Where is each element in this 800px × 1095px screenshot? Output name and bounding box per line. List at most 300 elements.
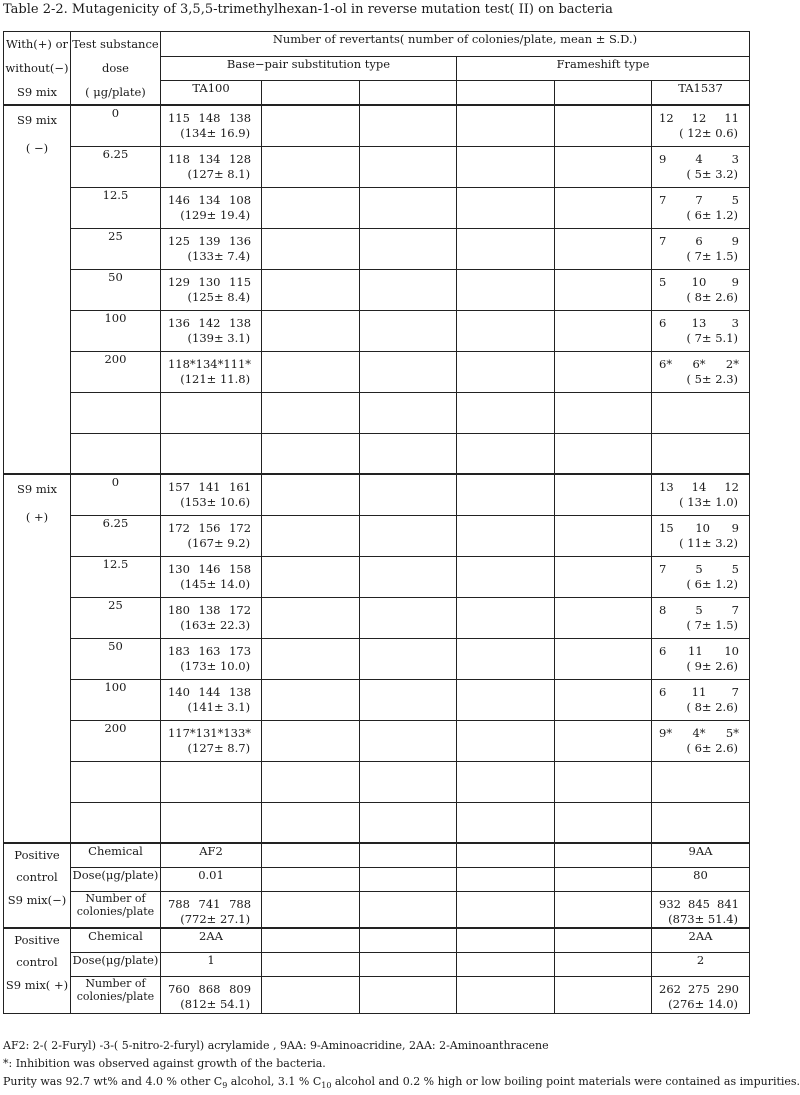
- empty-cell: [554, 679, 651, 720]
- ta1537-values: [652, 146, 750, 187]
- empty-cell: [554, 867, 651, 891]
- table-row: [4, 351, 750, 392]
- dose-label: Dose(μg/plate): [70, 952, 160, 976]
- ta1537-values: [652, 720, 750, 761]
- empty-cell: [554, 952, 651, 976]
- empty-cell: [160, 802, 261, 843]
- ta100-mean: (153± 10.6): [180, 495, 251, 509]
- ta100-plate-1: 129: [167, 274, 190, 289]
- empty-cell: [359, 351, 456, 392]
- ta1537-plate-1: 262: [659, 981, 681, 996]
- dose-label: Dose(μg/plate): [70, 867, 160, 891]
- empty-cell: [262, 928, 359, 952]
- ta1537-mean: ( 12± 0.6): [679, 126, 738, 140]
- empty-cell: [262, 105, 359, 146]
- table-row: [4, 867, 750, 891]
- empty-cell: [262, 597, 359, 638]
- chemical-label: Chemical: [70, 843, 160, 867]
- empty-cell: [554, 310, 651, 351]
- ta100-values: [160, 679, 261, 720]
- empty-cell: [262, 720, 359, 761]
- ta1537-values: [652, 187, 750, 228]
- ta1537-mean: ( 7± 5.1): [686, 330, 738, 345]
- empty-cell: [457, 843, 554, 867]
- empty-cell: [457, 802, 554, 843]
- plus_group-label: S9 mix ( +): [4, 474, 71, 843]
- ta1537-plate-2: 10: [695, 520, 710, 535]
- positive_plus-label: Positive control S9 mix( +): [4, 928, 71, 1013]
- ta1537-plate-3: 2*: [725, 356, 739, 371]
- empty-cell: [359, 802, 456, 843]
- ta1537-plate-2: 11: [688, 643, 703, 658]
- ta1537-dose: 2: [652, 952, 750, 976]
- table-row: [4, 556, 750, 597]
- ta1537-mean: ( 5± 3.2): [686, 166, 738, 181]
- ta1537-plate-1: 6: [659, 315, 667, 330]
- table-row: [4, 228, 750, 269]
- ta100-values: [160, 105, 261, 146]
- empty-cell: [554, 433, 651, 474]
- ta1537-values: [652, 228, 750, 269]
- ta100-mean: (127± 8.1): [187, 166, 251, 181]
- ta100-plate-3: 108: [229, 192, 252, 207]
- ta100-values: [160, 720, 261, 761]
- dose-cell: 50: [70, 269, 160, 310]
- ta100-plate-2: 148: [198, 111, 221, 125]
- ta1537-plate-2: 11: [691, 684, 707, 699]
- ta1537-plate-3: 9: [731, 520, 739, 535]
- ta1537-plate-2: 12: [691, 111, 707, 125]
- table-row: [4, 952, 750, 976]
- ta1537-plate-2: 5: [695, 561, 703, 576]
- chemical-label: Chemical: [70, 928, 160, 952]
- ta100-plate-2: 868: [198, 981, 221, 996]
- empty-cell: [457, 976, 554, 1013]
- ta1537-plate-3: 11: [724, 111, 739, 125]
- ta1537-plate-1: 932: [659, 896, 681, 911]
- empty-cell: [554, 187, 651, 228]
- ta100-plate-1: 180: [167, 602, 190, 617]
- empty-cell: [457, 928, 554, 952]
- ta1537-plate-2: 13: [691, 315, 707, 330]
- ta100-plate-1: 788: [167, 896, 190, 911]
- empty-cell: [554, 928, 651, 952]
- empty-cell: [554, 802, 651, 843]
- revertant-table: [3, 31, 750, 1014]
- empty-cell: [554, 761, 651, 802]
- ta1537-chemical: 2AA: [652, 928, 750, 952]
- footnote-purity: Purity was 92.7 wt% and 4.0 % other $C_9$ alcohol, 3.1 % $C_{10}$ alcohol and 0.2 % high or low boiling point materials were contained as impurities.: [3, 1075, 800, 1091]
- ta100-chemical: 2AA: [160, 928, 261, 952]
- ta100-plate-2: 131*: [195, 725, 224, 740]
- ta1537-mean: ( 9± 2.6): [686, 658, 738, 673]
- ta1537-plate-1: 6: [659, 684, 667, 699]
- ta1537-plate-3: 3: [731, 151, 739, 166]
- ta1537-plate-2: 10: [691, 274, 707, 289]
- ta1537-plate-1: 6*: [659, 356, 673, 371]
- table-title: Table 2-2. Mutagenicity of 3,5,5-trimethylhexan-1-ol in reverse mutation test( II) on bacteria: [3, 2, 613, 17]
- ta100-plate-1: 760: [167, 981, 190, 996]
- empty-cell: [359, 720, 456, 761]
- ta1537-mean: ( 5± 2.3): [686, 371, 738, 386]
- empty-cell: [652, 433, 750, 474]
- empty-cell: [457, 515, 554, 556]
- table-row: [4, 679, 750, 720]
- ta1537-plate-2: 4*: [692, 725, 706, 740]
- empty-cell: [359, 556, 456, 597]
- ta1537-plate-3: 5: [731, 561, 739, 576]
- empty-cell: [457, 556, 554, 597]
- ta1537-plate-2: 14: [691, 480, 707, 494]
- ta1537-plate-3: 3: [731, 315, 739, 330]
- ta100-plate-3: 172: [229, 520, 252, 535]
- ta1537-values: [652, 976, 750, 1013]
- empty-cell: [160, 392, 261, 433]
- empty-cell: [554, 228, 651, 269]
- ta100-values: [160, 474, 261, 515]
- ta1537-plate-2: 275: [688, 981, 710, 996]
- table-row: [4, 843, 750, 867]
- empty-cell: [359, 761, 456, 802]
- ta100-values: [160, 515, 261, 556]
- table-row: [4, 515, 750, 556]
- ta1537-values: [652, 638, 750, 679]
- empty-cell: [262, 802, 359, 843]
- table-row: [4, 146, 750, 187]
- header-empty: [554, 81, 651, 105]
- empty-cell: [70, 392, 160, 433]
- header-with-without: With(+) or without(−) S9 mix: [4, 32, 71, 106]
- ta100-plate-3: 161: [229, 480, 252, 494]
- ta100-plate-3: 809: [229, 981, 252, 996]
- ta1537-plate-1: 5: [659, 274, 667, 289]
- ta100-plate-2: 139: [198, 233, 221, 248]
- empty-cell: [262, 392, 359, 433]
- ta100-mean: (145± 14.0): [180, 576, 251, 591]
- ta100-values: [160, 556, 261, 597]
- header-strain-ta100: TA100: [160, 81, 261, 105]
- ta1537-mean: (873± 51.4): [668, 911, 738, 926]
- table-row: [4, 597, 750, 638]
- empty-cell: [359, 952, 456, 976]
- ta100-mean: (812± 54.1): [180, 996, 251, 1011]
- ta100-mean: (121± 11.8): [180, 371, 251, 386]
- table-row: [4, 105, 750, 146]
- empty-cell: [359, 891, 456, 928]
- ta1537-mean: ( 6± 1.2): [686, 207, 738, 222]
- empty-cell: [70, 802, 160, 843]
- ta1537-plate-2: 6*: [692, 356, 706, 371]
- empty-cell: [457, 228, 554, 269]
- empty-cell: [262, 761, 359, 802]
- ta100-plate-2: 138: [198, 602, 221, 617]
- ta100-values: [160, 638, 261, 679]
- ta1537-values: [652, 597, 750, 638]
- ta100-dose: 0.01: [160, 867, 261, 891]
- ta1537-mean: ( 7± 1.5): [686, 617, 738, 632]
- ta100-mean: (173± 10.0): [180, 658, 251, 673]
- empty-cell: [70, 433, 160, 474]
- ta100-values: [160, 597, 261, 638]
- ta100-plate-3: 138: [229, 315, 252, 330]
- ta1537-values: [652, 679, 750, 720]
- ta100-plate-2: 130: [198, 274, 221, 289]
- ta1537-mean: ( 7± 1.5): [686, 248, 738, 263]
- empty-cell: [160, 433, 261, 474]
- empty-cell: [554, 146, 651, 187]
- empty-cell: [359, 474, 456, 515]
- empty-cell: [262, 891, 359, 928]
- ta100-plate-1: 125: [167, 233, 190, 248]
- ta1537-mean: ( 8± 2.6): [686, 699, 738, 714]
- empty-cell: [160, 761, 261, 802]
- empty-cell: [359, 515, 456, 556]
- ta100-plate-3: 133*: [223, 725, 252, 740]
- empty-cell: [652, 802, 750, 843]
- ta1537-plate-3: 7: [731, 684, 739, 699]
- empty-cell: [457, 867, 554, 891]
- ta1537-values: [652, 556, 750, 597]
- ta1537-plate-1: 7: [659, 233, 667, 248]
- table-row-empty: [4, 433, 750, 474]
- empty-cell: [359, 392, 456, 433]
- empty-cell: [359, 597, 456, 638]
- ta100-plate-1: 115: [167, 111, 190, 125]
- table-row: [4, 928, 750, 952]
- ta100-mean: (133± 7.4): [187, 248, 251, 263]
- header-strain-ta1537: TA1537: [652, 81, 750, 105]
- empty-cell: [457, 269, 554, 310]
- ta100-plate-1: 172: [167, 520, 190, 535]
- empty-cell: [359, 269, 456, 310]
- ta100-dose: 1: [160, 952, 261, 976]
- ta100-plate-2: 741: [198, 896, 221, 911]
- header-frameshift: Frameshift type: [457, 57, 750, 81]
- ta1537-values: [652, 891, 750, 928]
- empty-cell: [359, 638, 456, 679]
- ta100-plate-3: 115: [229, 274, 252, 289]
- dose-cell: 100: [70, 310, 160, 351]
- ta100-plate-2: 146: [198, 561, 221, 576]
- empty-cell: [262, 867, 359, 891]
- dose-cell: 12.5: [70, 556, 160, 597]
- ta100-plate-1: 130: [167, 561, 190, 576]
- empty-cell: [262, 187, 359, 228]
- empty-cell: [457, 105, 554, 146]
- dose-cell: 12.5: [70, 187, 160, 228]
- empty-cell: [457, 720, 554, 761]
- empty-cell: [262, 679, 359, 720]
- empty-cell: [359, 976, 456, 1013]
- ta100-plate-3: 138: [229, 684, 252, 699]
- footnote-inhibition: *: Inhibition was observed against growth of the bacteria.: [3, 1057, 326, 1070]
- ta100-mean: (134± 16.9): [180, 126, 251, 140]
- ta100-plate-1: 117*: [167, 725, 196, 740]
- ta100-plate-2: 156: [198, 520, 221, 535]
- empty-cell: [554, 392, 651, 433]
- ta1537-plate-3: 7: [731, 602, 739, 617]
- ta1537-plate-3: 10: [724, 643, 739, 658]
- ta100-mean: (167± 9.2): [187, 535, 251, 550]
- ta100-values: [160, 351, 261, 392]
- empty-cell: [262, 228, 359, 269]
- minus_group-label: S9 mix ( −): [4, 105, 71, 474]
- table-row: [4, 310, 750, 351]
- ta1537-values: [652, 105, 750, 146]
- empty-cell: [457, 310, 554, 351]
- ta1537-plate-3: 12: [724, 480, 739, 494]
- ta1537-plate-1: 9: [659, 151, 667, 166]
- empty-cell: [70, 761, 160, 802]
- table-row-empty: [4, 761, 750, 802]
- ta1537-plate-1: 7: [659, 192, 667, 207]
- count-label: Number of colonies/plate: [70, 976, 160, 1013]
- ta100-mean: (125± 8.4): [187, 289, 251, 304]
- empty-cell: [262, 556, 359, 597]
- empty-cell: [457, 474, 554, 515]
- ta100-mean: (139± 3.1): [187, 330, 251, 345]
- empty-cell: [554, 638, 651, 679]
- empty-cell: [359, 187, 456, 228]
- ta100-plate-3: 136: [229, 233, 252, 248]
- ta1537-plate-2: 4: [695, 151, 703, 166]
- ta100-plate-2: 141: [198, 480, 221, 494]
- ta1537-plate-1: 13: [659, 480, 674, 494]
- header-test-substance: Test substance dose ( μg/plate): [70, 32, 160, 106]
- ta100-mean: (163± 22.3): [180, 617, 251, 632]
- empty-cell: [652, 761, 750, 802]
- empty-cell: [554, 556, 651, 597]
- ta100-mean: (141± 3.1): [187, 699, 251, 714]
- ta1537-mean: ( 13± 1.0): [679, 495, 738, 509]
- ta100-plate-2: 142: [198, 315, 221, 330]
- empty-cell: [359, 433, 456, 474]
- dose-cell: 0: [70, 105, 160, 146]
- table-row: [4, 187, 750, 228]
- empty-cell: [554, 351, 651, 392]
- ta1537-mean: ( 6± 1.2): [686, 576, 738, 591]
- positive_minus-label: Positive control S9 mix(−): [4, 843, 71, 928]
- ta1537-plate-2: 845: [688, 896, 710, 911]
- empty-cell: [554, 843, 651, 867]
- ta1537-plate-1: 6: [659, 643, 667, 658]
- empty-cell: [359, 228, 456, 269]
- ta1537-mean: (276± 14.0): [668, 996, 738, 1011]
- ta1537-values: [652, 310, 750, 351]
- empty-cell: [554, 720, 651, 761]
- empty-cell: [359, 105, 456, 146]
- ta100-plate-1: 157: [167, 480, 190, 494]
- empty-cell: [554, 891, 651, 928]
- ta100-mean: (772± 27.1): [180, 911, 251, 926]
- empty-cell: [652, 392, 750, 433]
- ta1537-dose: 80: [652, 867, 750, 891]
- empty-cell: [554, 474, 651, 515]
- ta100-plate-1: 146: [167, 192, 190, 207]
- ta100-plate-3: 128: [229, 151, 252, 166]
- dose-cell: 0: [70, 474, 160, 515]
- empty-cell: [262, 638, 359, 679]
- count-label: Number of colonies/plate: [70, 891, 160, 928]
- ta1537-plate-3: 9: [731, 233, 739, 248]
- ta100-plate-2: 134: [198, 192, 221, 207]
- dose-cell: 25: [70, 228, 160, 269]
- empty-cell: [457, 761, 554, 802]
- dose-cell: 100: [70, 679, 160, 720]
- ta1537-values: [652, 515, 750, 556]
- ta100-values: [160, 891, 261, 928]
- empty-cell: [359, 679, 456, 720]
- ta1537-plate-3: 841: [717, 896, 739, 911]
- ta100-plate-1: 118*: [167, 356, 196, 371]
- table-row: [4, 269, 750, 310]
- ta1537-mean: ( 6± 2.6): [686, 740, 738, 755]
- ta100-values: [160, 146, 261, 187]
- ta1537-plate-1: 12: [659, 111, 674, 125]
- empty-cell: [457, 891, 554, 928]
- ta100-values: [160, 269, 261, 310]
- ta100-plate-1: 140: [167, 684, 190, 699]
- ta100-values: [160, 187, 261, 228]
- ta1537-plate-2: 6: [695, 233, 703, 248]
- ta1537-chemical: 9AA: [652, 843, 750, 867]
- empty-cell: [457, 187, 554, 228]
- header-base-pair: Base−pair substitution type: [160, 57, 456, 81]
- ta1537-plate-3: 9: [731, 274, 739, 289]
- empty-cell: [457, 679, 554, 720]
- ta1537-plate-2: 5: [695, 602, 703, 617]
- ta100-plate-3: 173: [229, 643, 252, 658]
- empty-cell: [457, 392, 554, 433]
- ta100-plate-3: 788: [229, 896, 252, 911]
- empty-cell: [262, 269, 359, 310]
- ta1537-plate-1: 15: [659, 520, 674, 535]
- ta100-plate-1: 183: [167, 643, 190, 658]
- empty-cell: [262, 952, 359, 976]
- empty-cell: [262, 474, 359, 515]
- ta1537-plate-1: 8: [659, 602, 667, 617]
- empty-cell: [457, 351, 554, 392]
- ta1537-plate-1: 7: [659, 561, 667, 576]
- ta100-plate-3: 138: [229, 111, 252, 125]
- header-empty: [457, 81, 554, 105]
- ta100-values: [160, 310, 261, 351]
- empty-cell: [457, 638, 554, 679]
- ta1537-values: [652, 351, 750, 392]
- dose-cell: 200: [70, 720, 160, 761]
- empty-cell: [262, 433, 359, 474]
- empty-cell: [457, 146, 554, 187]
- ta1537-mean: ( 11± 3.2): [679, 535, 738, 550]
- ta100-plate-3: 158: [229, 561, 252, 576]
- empty-cell: [457, 433, 554, 474]
- empty-cell: [359, 146, 456, 187]
- header-empty: [262, 81, 359, 105]
- dose-cell: 25: [70, 597, 160, 638]
- dose-cell: 200: [70, 351, 160, 392]
- empty-cell: [359, 843, 456, 867]
- table-row: [4, 976, 750, 1013]
- header-revertants: Number of revertants( number of colonies/plate, mean ± S.D.): [160, 32, 749, 57]
- ta100-plate-2: 134*: [195, 356, 224, 371]
- ta100-plate-1: 136: [167, 315, 190, 330]
- footnote-abbreviations: AF2: 2-( 2-Furyl) -3-( 5-nitro-2-furyl) acrylamide , 9AA: 9-Aminoacridine, 2AA: 2-Aminoanthracene: [3, 1039, 549, 1052]
- ta100-plate-2: 163: [198, 643, 221, 658]
- ta1537-plate-1: 9*: [659, 725, 673, 740]
- ta100-mean: (127± 8.7): [187, 740, 251, 755]
- empty-cell: [554, 515, 651, 556]
- table-row-empty: [4, 392, 750, 433]
